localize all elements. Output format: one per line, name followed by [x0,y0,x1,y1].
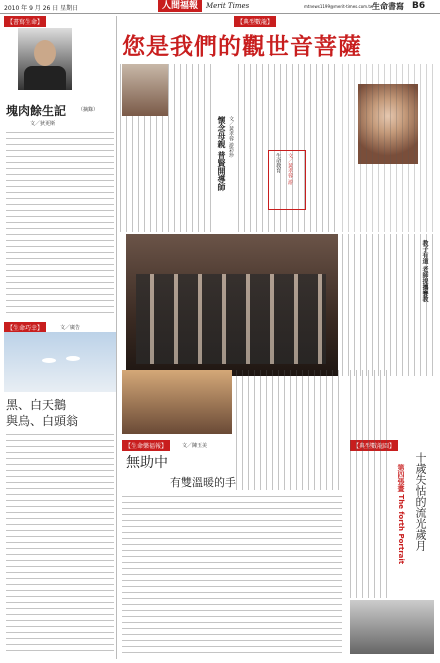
feature-box-subtitle: 生命教育 [275,153,281,173]
feature-box [268,150,306,210]
right-title-1: 十歲失怙的流光歲月 [414,452,427,551]
article-body [6,132,114,318]
contact-email: mtnews1199@merit-times.com.tw [304,4,374,9]
side-headline: 懷念母親 普賢開導師 [217,116,226,191]
feature-kicker: 【典型數龍】 [234,16,276,27]
column-tag: 【書寫生命】 [4,16,46,27]
page-number: B6 [412,1,426,11]
lower-byline: 文／陳玉美 [182,443,208,449]
right-body [350,370,390,598]
essay-title-line-1: 黑、白天鵝 [6,398,67,412]
article-title: 塊肉餘生記 [6,104,67,118]
essay-title-line-2: 與烏、白頭翁 [6,414,79,428]
right-title-2: 第四張畫 The forth Portrait [397,464,405,565]
lower-body [122,496,342,654]
left-column [4,16,117,659]
lower-body-vertical [236,370,342,490]
essay-byline: 文／廣告 [60,325,81,331]
side-byline: 文／黃孝蓉 游彩珍 [228,116,234,158]
portrait-face [34,40,56,66]
column-tag-2: 【生命巧幸】 [4,322,46,333]
feature-box-title: 文／黃孝蓉 游 [287,153,293,185]
bird-1 [42,358,56,363]
lower-photo [122,370,232,434]
lower-article [120,368,346,658]
issue-date: 2010 年 9 月 26 日 星期日 [4,5,79,12]
lower-title-line-2: 有雙溫暖的手 [170,476,236,489]
feature-body-right [342,64,434,232]
lower-title-line-1: 無助中 [126,455,168,471]
group-people [136,274,326,364]
birds-photo [4,332,116,392]
right-photo [350,600,434,654]
right-side-title: 教子有道 老師提攜賽教 [421,240,428,303]
masthead-english: Merit Times [206,2,250,10]
feature-photo-small [122,64,168,116]
lower-tag: 【生命樂福報】 [122,440,170,451]
section-name: 生命書寫 [372,2,404,11]
right-article [348,368,436,658]
masthead: 人間福報 [158,0,202,12]
essay-body [6,434,114,656]
article-subtitle: （摘錄） [78,107,99,113]
portrait-coat [24,66,66,90]
group-photo [126,234,338,376]
bird-2 [66,356,80,361]
header-bar [0,0,440,14]
article-byline: 文／狄更斯 [30,121,56,127]
feature-headline: 您是我們的觀世音菩薩 [122,33,362,60]
right-tag: 【典型數龍圓】 [350,440,398,451]
author-portrait [18,28,72,90]
